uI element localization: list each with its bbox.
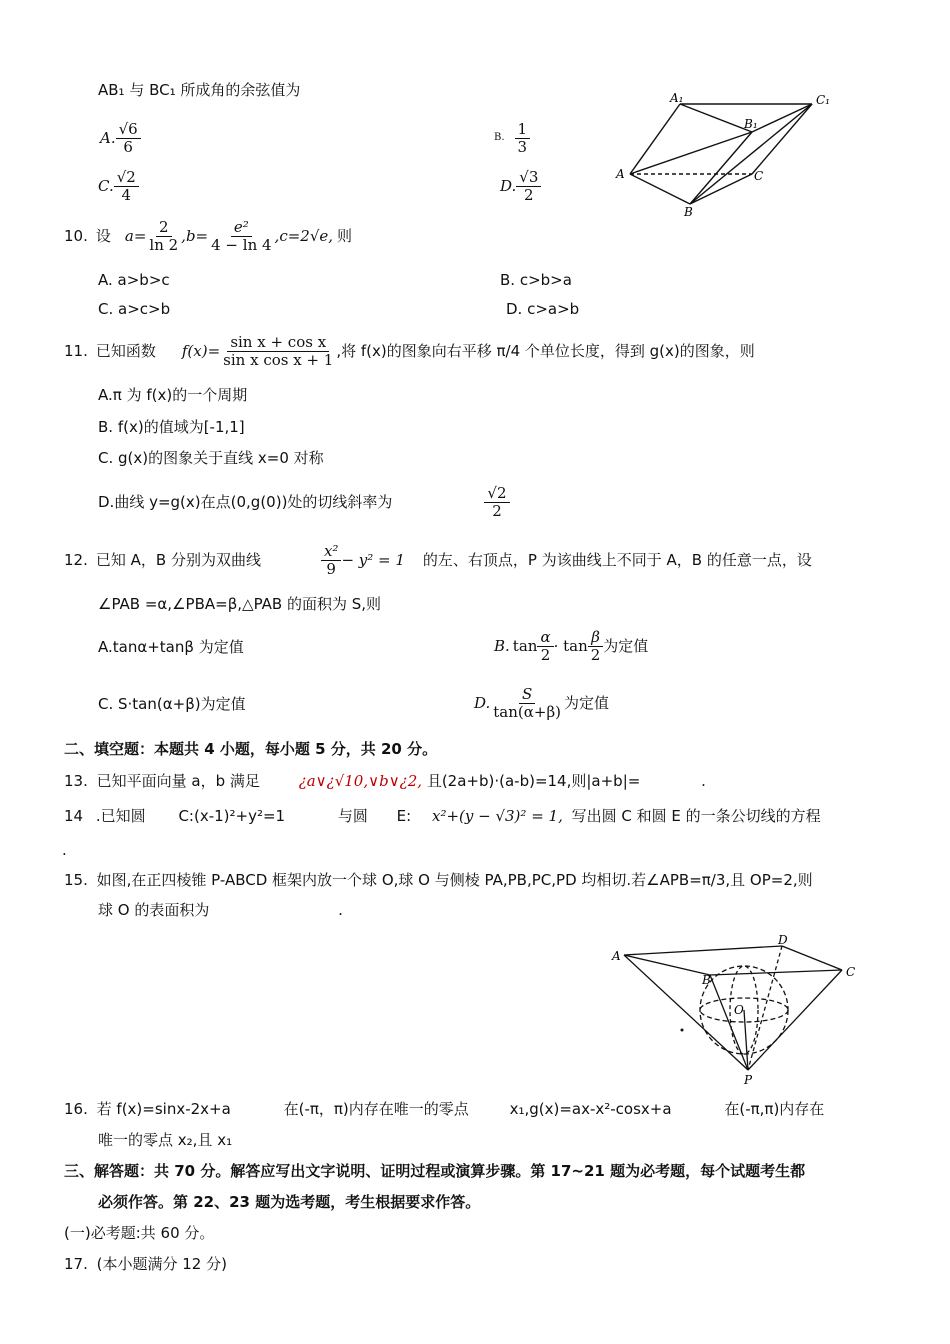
q12-stem: 12. 已知 A，B 分别为双曲线 $\frac{\text{x²}}{9}$ − y² = 1 的左、右顶点，P 为该曲线上不同于 A，B 的任意一点，设: [64, 542, 812, 578]
q9-option-b: B. $\frac{1}{3}$: [494, 118, 530, 158]
q16: 16. 若 f(x)=sinx-2x+a 在(-π，π)内存在唯一的零点 x₁,g(x)=ax-x²-cosx+a 在(-π,π)内存在: [64, 1100, 825, 1118]
label-B1: B₁: [744, 117, 758, 131]
label-D-pyr: D: [778, 933, 788, 947]
q16-line2: 唯一的零点 x₂,且 x₁: [98, 1131, 233, 1149]
q9-stem: AB₁ 与 BC₁ 所成角的余弦值为: [98, 81, 301, 99]
q11-option-c: C. g(x)的图象关于直线 x=0 对称: [98, 449, 324, 467]
q11-stem: 11. 已知函数 f(x)= $\frac{\text{sin x + cos x}}{\text{sin x cos x + 1}}$ ,将 f(x)的图象向右平移 π/4 个单位长度，得到 g(x)的图象，则: [64, 333, 755, 369]
label-C-pyr: C: [846, 965, 856, 979]
q12-option-c: C. S·tan(α+β)为定值: [98, 695, 246, 713]
q9-option-a: A. $\frac{√6}{6}$: [100, 118, 141, 158]
label-B-pyr: B: [702, 973, 711, 987]
q15-line2: 球 O 的表面积为 .: [98, 901, 343, 919]
section3-heading-line1: 三、解答题：共 70 分。解答应写出文字说明、证明过程或演算步骤。第 17~21 题为必考题，每个试题考生都: [64, 1162, 806, 1180]
q11-option-a: A.π 为 f(x)的一个周期: [98, 386, 248, 404]
label-A-pyr: A: [612, 949, 621, 963]
label-O-pyr: O: [734, 1003, 744, 1017]
q10-option-c: C. a>c>b: [98, 300, 171, 318]
q12-line2: ∠PAB =α,∠PBA=β,△PAB 的面积为 S,则: [98, 595, 382, 613]
q11-option-b: B. f(x)的值域为[-1,1]: [98, 418, 245, 436]
q10-option-d: D. c>a>b: [506, 300, 580, 318]
q14-end: .: [62, 841, 67, 859]
q12-option-b: B. tan $\frac{\alpha}{2}$ · tan $\frac{\beta}{2}$ 为定值: [494, 628, 649, 664]
q13: 13. 已知平面向量 a，b 满足 ¿a∨¿√10,∨b∨¿2, 且(2a+b)·(a-b)=14,则|a+b|= .: [64, 772, 706, 790]
q10-stem: 10. 设 a= $\frac{2}{\ln 2}$ ,b= $\frac{\text{e²}}{4 - \ln 4}$ ,c=2√e, 则: [64, 218, 353, 254]
label-C: C: [754, 169, 764, 183]
q12-option-a: A.tanα+tanβ 为定值: [98, 638, 244, 656]
prism-figure: [612, 92, 842, 222]
label-A: A: [616, 167, 625, 181]
label-C1: C₁: [816, 93, 830, 107]
q14: 14 .已知圆 C:(x-1)²+y²=1 与圆 E: x²+(y − √3)² = 1, 写出圆 C 和圆 E 的一条公切线的方程: [64, 807, 821, 825]
section2-heading: 二、填空题：本题共 4 小题，每小题 5 分，共 20 分。: [64, 740, 438, 758]
q10-option-b: B. c>b>a: [500, 271, 572, 289]
q9-option-c: C. $\frac{√2}{4}$: [98, 166, 139, 206]
q17: 17. (本小题满分 12 分): [64, 1255, 227, 1273]
label-P-pyr: P: [744, 1073, 753, 1087]
q12-option-d: D. $\frac{S}{\tan(\alpha+\beta)}$ 为定值: [474, 685, 609, 721]
section3-heading-line2: 必须作答。第 22、23 题为选考题，考生根据要求作答。: [98, 1193, 481, 1211]
q15: 15. 如图,在正四棱锥 P-ABCD 框架内放一个球 O,球 O 与侧棱 PA,PB,PC,PD 均相切.若∠APB=π/3,且 OP=2,则: [64, 871, 813, 889]
pyramid-figure: [610, 930, 870, 1090]
q11-option-d: D.曲线 y=g(x)在点(0,g(0))处的切线斜率为 $\frac{√2}{2}$: [98, 480, 510, 524]
label-B: B: [684, 205, 693, 219]
required-part-heading: (一)必考题:共 60 分。: [64, 1224, 215, 1242]
q9-option-d: D. $\frac{√3}{2}$: [500, 166, 541, 206]
q10-option-a: A. a>b>c: [98, 271, 170, 289]
label-A1: A₁: [670, 92, 684, 105]
